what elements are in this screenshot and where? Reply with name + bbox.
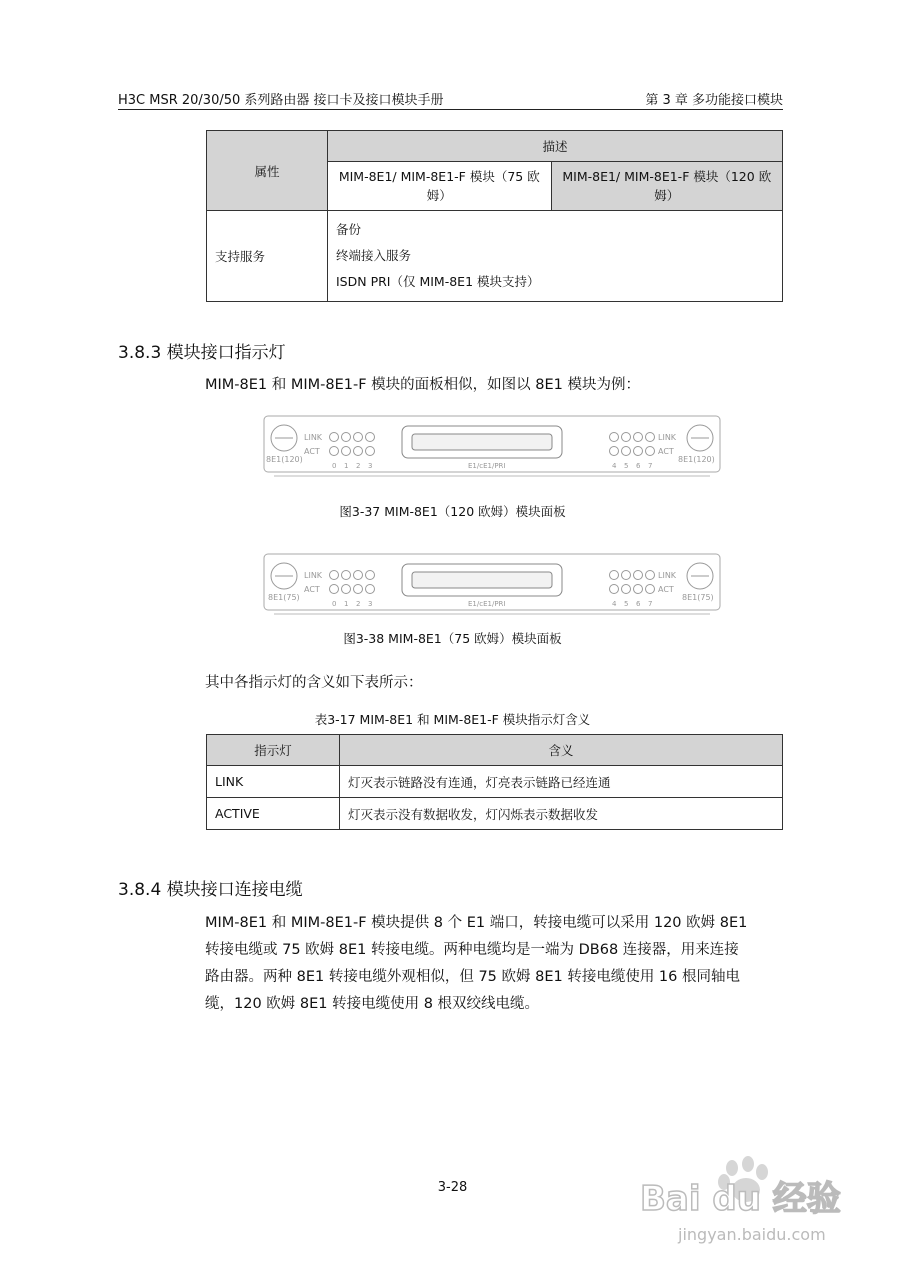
page-header: [118, 87, 783, 110]
link-label-right: LINK: [658, 433, 677, 442]
paw-toe: [726, 1160, 738, 1176]
service-item: ISDN PRI（仅 MIM-8E1 模块支持）: [336, 274, 540, 289]
link-label-right: LINK: [658, 571, 677, 580]
table-row: [207, 798, 783, 830]
page-number: 3-28: [437, 1180, 468, 1195]
service-item: 终端接入服务: [336, 248, 412, 263]
port-num: 7: [648, 462, 653, 470]
col-120-header: MIM-8E1/ MIM-8E1-F 模块（120 欧姆）: [551, 162, 782, 211]
panel-left-label: 8E1(75): [268, 593, 300, 602]
meaning-intro: 其中各指示灯的含义如下表所示：: [205, 675, 423, 691]
body-line: MIM-8E1 和 MIM-8E1-F 模块提供 8 个 E1 端口，转接电缆可以采用 120 欧姆 8E1: [205, 915, 748, 931]
port-num: 5: [624, 600, 629, 608]
port-num: 7: [648, 600, 653, 608]
port-num: 4: [612, 462, 617, 470]
link-label-left: LINK: [304, 571, 323, 580]
col-75-header: MIM-8E1/ MIM-8E1-F 模块（75 欧姆）: [328, 162, 552, 211]
act-label-right: ACT: [658, 585, 674, 594]
row-label: 支持服务: [207, 211, 328, 302]
section-383-intro: MIM-8E1 和 MIM-8E1-F 模块的面板相似，如图以 8E1 模块为例：: [205, 377, 641, 393]
port-num: 3: [368, 600, 373, 608]
header-right: 第 3 章 多功能接口模块: [645, 93, 783, 108]
panel-120-figure: [262, 410, 722, 482]
panel-left-label: 8E1(120): [266, 455, 303, 464]
desc-header: 描述: [328, 131, 783, 162]
attr-header: 属性: [207, 131, 328, 211]
indicator-table: [206, 734, 783, 830]
section-384-body: [205, 910, 787, 1018]
act-label-left: ACT: [304, 585, 320, 594]
figure-37-caption: 图3-37 MIM-8E1（120 欧姆）模块面板: [339, 504, 566, 519]
indicator-meaning: 灯灭表示没有数据收发，灯闪烁表示数据收发: [340, 798, 783, 830]
service-item: 备份: [336, 222, 362, 237]
panel-right-label: 8E1(75): [682, 593, 714, 602]
port-num: 2: [356, 462, 361, 470]
port-num: 3: [368, 462, 373, 470]
port-num: 0: [332, 462, 337, 470]
port-num: 1: [344, 462, 349, 470]
watermark-brand: Bai du 经验: [640, 1179, 841, 1219]
connector-label: E1/cE1/PRI: [468, 600, 506, 608]
paw-toe: [742, 1156, 754, 1172]
port-num: 0: [332, 600, 337, 608]
indicator-header: 指示灯: [207, 735, 340, 766]
connector-pins: [412, 434, 552, 450]
act-label-left: ACT: [304, 447, 320, 456]
port-num: 4: [612, 600, 617, 608]
service-table: [206, 130, 783, 302]
panel-75-figure: [262, 548, 722, 620]
section-383-title: 3.8.3 模块接口指示灯: [118, 343, 286, 363]
services-cell: [328, 211, 783, 302]
body-line: 路由器。两种 8E1 转接电缆外观相似，但 75 欧姆 8E1 转接电缆使用 16 根同轴电: [205, 969, 740, 985]
port-num: 5: [624, 462, 629, 470]
port-num: 1: [344, 600, 349, 608]
table-row: [207, 766, 783, 798]
figure-38-caption: 图3-38 MIM-8E1（75 欧姆）模块面板: [343, 631, 562, 646]
watermark-url: jingyan.baidu.com: [678, 1225, 826, 1244]
baidu-watermark: [640, 1150, 860, 1260]
indicator-name: ACTIVE: [207, 798, 340, 830]
body-line: 缆，120 欧姆 8E1 转接电缆使用 8 根双绞线电缆。: [205, 996, 540, 1012]
paw-toe: [756, 1164, 768, 1180]
panel-right-label: 8E1(120): [678, 455, 715, 464]
table-17-caption: 表3-17 MIM-8E1 和 MIM-8E1-F 模块指示灯含义: [314, 712, 591, 727]
meaning-header: 含义: [340, 735, 783, 766]
body-line: 转接电缆或 75 欧姆 8E1 转接电缆。两种电缆均是一端为 DB68 连接器，用来连接: [205, 942, 739, 958]
link-label-left: LINK: [304, 433, 323, 442]
act-label-right: ACT: [658, 447, 674, 456]
indicator-meaning: 灯灭表示链路没有连通，灯亮表示链路已经连通: [340, 766, 783, 798]
indicator-name: LINK: [207, 766, 340, 798]
connector-pins: [412, 572, 552, 588]
connector-label: E1/cE1/PRI: [468, 462, 506, 470]
header-left: H3C MSR 20/30/50 系列路由器 接口卡及接口模块手册: [118, 93, 444, 108]
port-num: 6: [636, 600, 641, 608]
port-num: 2: [356, 600, 361, 608]
section-384-title: 3.8.4 模块接口连接电缆: [118, 880, 303, 900]
port-num: 6: [636, 462, 641, 470]
